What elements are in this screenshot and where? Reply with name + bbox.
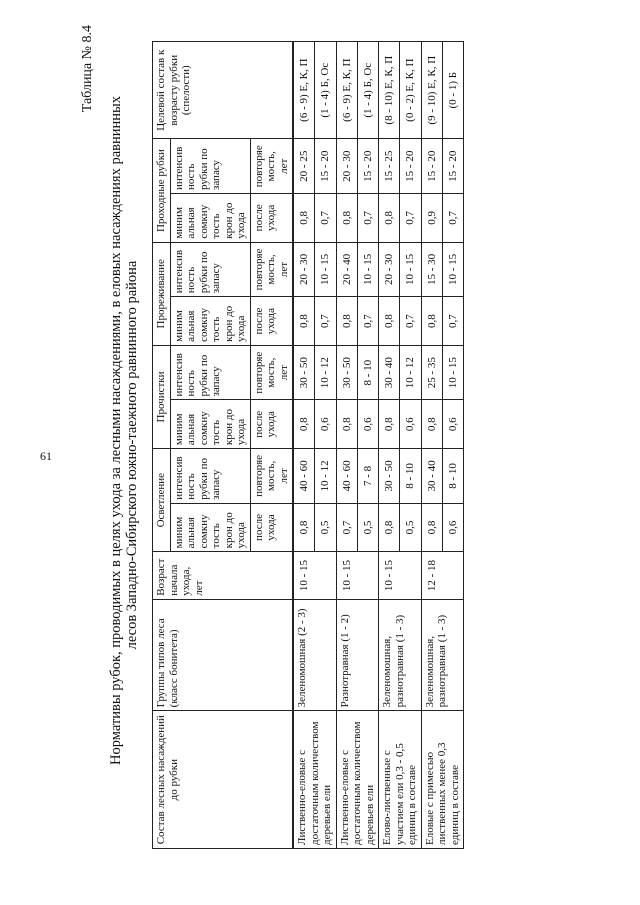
cell-value: 0,8: [379, 400, 400, 449]
cell-value: 0,6: [357, 400, 378, 449]
cell-value: 0,7: [400, 194, 421, 243]
cell-value: 0,8: [421, 297, 442, 346]
header-prohodnye: Проходные рубки: [153, 139, 171, 242]
cell-value: 0,8: [421, 503, 442, 552]
cell-value: 0,6: [400, 400, 421, 449]
cell-value: 15 - 20: [357, 139, 378, 194]
cell-value: 0,8: [293, 194, 315, 243]
cell-composition: Елово-лиственные с участием ели 0,3 - 0,5 единиц в составе: [379, 711, 422, 849]
cell-value: 0,8: [293, 297, 315, 346]
cell-value: 30 - 50: [336, 345, 357, 400]
table-caption: [108, 95, 140, 765]
table-number: Таблица № 8.4: [80, 25, 95, 113]
cell-value: 0,6: [442, 503, 463, 552]
cell-age: 12 - 18: [421, 552, 464, 599]
cell-value: 0,6: [315, 400, 336, 449]
header-row-1: [153, 42, 171, 849]
cell-age: 10 - 15: [293, 552, 336, 599]
cell-composition: Еловые с примесью лиственных менее 0,3 единиц в составе: [421, 711, 464, 849]
header-age-start: Возраст начала ухода, лет: [153, 552, 294, 599]
cell-value: 0,8: [336, 194, 357, 243]
cell-value: (6 - 9) Е, К, П: [293, 42, 315, 139]
header-repeat: повторяе мость, лет: [250, 139, 293, 194]
header-after: после ухода: [250, 297, 293, 346]
cell-value: 0,8: [379, 194, 400, 243]
header-intensity: интенсив ность рубки по запасу: [170, 449, 250, 504]
cell-value: (9 - 10) Е, К, П: [421, 42, 442, 139]
cell-value: 0,5: [315, 503, 336, 552]
cell-value: 0,7: [357, 297, 378, 346]
cell-value: 0,8: [379, 297, 400, 346]
cell-value: 0,7: [442, 297, 463, 346]
header-after: после ухода: [250, 503, 293, 552]
header-intensity: интенсив ность рубки по запасу: [170, 345, 250, 400]
cell-value: (1 - 4) Б, Ос: [357, 42, 378, 139]
cell-age: 10 - 15: [379, 552, 422, 599]
header-min-closure: миним альная сомкну тость крон до ухода: [170, 194, 250, 243]
cell-value: (8 - 10) Е, К, П: [379, 42, 400, 139]
header-min-closure: миним альная сомкну тость крон до ухода: [170, 297, 250, 346]
header-intensity: интенсив ность рубки по запасу: [170, 242, 250, 297]
header-osvetlenie: Осветление: [153, 449, 171, 552]
cell-value: 0,7: [315, 194, 336, 243]
cell-value: 10 - 15: [357, 242, 378, 297]
cell-value: (1 - 4) Б, Ос: [315, 42, 336, 139]
cell-value: 0,8: [421, 400, 442, 449]
caption-line-2: лесов Западно-Сибирского южно-таежного равнинного района: [124, 260, 140, 650]
cell-value: 0,6: [442, 400, 463, 449]
cell-value: (0 - 2) Е, К, П: [400, 42, 421, 139]
cell-value: 10 - 12: [400, 345, 421, 400]
cell-forest-group: Зеленомошная (2 - 3): [293, 599, 336, 711]
cell-value: 20 - 30: [293, 242, 315, 297]
header-prochistki: Прочистки: [153, 345, 171, 448]
table-body: [293, 42, 464, 849]
table-row: [336, 42, 357, 849]
page-number: 61: [40, 449, 52, 463]
cell-value: 8 - 10: [357, 345, 378, 400]
cell-age: 10 - 15: [336, 552, 379, 599]
norms-table: [152, 41, 464, 849]
cell-value: 20 - 30: [336, 139, 357, 194]
cell-value: 30 - 40: [421, 449, 442, 504]
cell-value: 10 - 12: [315, 449, 336, 504]
cell-value: 0,5: [400, 503, 421, 552]
cell-value: 10 - 15: [400, 242, 421, 297]
cell-value: 0,8: [293, 400, 315, 449]
header-repeat: повторяе мость, лет: [250, 345, 293, 400]
header-repeat: повторяе мость, лет: [250, 449, 293, 504]
cell-value: 10 - 15: [442, 242, 463, 297]
cell-value: 40 - 60: [336, 449, 357, 504]
caption-line-1: Нормативы рубок, проводимых в целях ухода за лесными насаждениями, в еловых насаждениях равнинных: [108, 95, 124, 765]
cell-value: 15 - 30: [421, 242, 442, 297]
cell-value: 7 - 8: [357, 449, 378, 504]
cell-value: 8 - 10: [400, 449, 421, 504]
cell-value: 20 - 30: [379, 242, 400, 297]
table-row: [293, 42, 315, 849]
cell-value: 8 - 10: [442, 449, 463, 504]
cell-forest-group: Зеленомошная, разнотравная (1 - 3): [421, 599, 464, 711]
cell-value: 15 - 20: [315, 139, 336, 194]
cell-value: 0,7: [442, 194, 463, 243]
header-after: после ухода: [250, 194, 293, 243]
header-target: Целевой состав к возрасту рубки (спелости): [153, 42, 294, 139]
cell-value: 10 - 12: [315, 345, 336, 400]
header-intensity: интенсив ность рубки по запасу: [170, 139, 250, 194]
cell-value: 30 - 50: [379, 449, 400, 504]
cell-forest-group: Зеленомошная, разнотравная (1 - 3): [379, 599, 422, 711]
cell-value: 0,7: [400, 297, 421, 346]
cell-value: 0,7: [357, 194, 378, 243]
cell-value: 0,8: [336, 400, 357, 449]
table-row: [421, 42, 442, 849]
cell-value: 0,8: [293, 503, 315, 552]
header-repeat: повторяе мость, лет: [250, 242, 293, 297]
header-composition: Состав лесных насаждений до рубки: [153, 711, 294, 849]
cell-value: 40 - 60: [293, 449, 315, 504]
cell-value: 0,5: [357, 503, 378, 552]
cell-value: 15 - 20: [442, 139, 463, 194]
cell-composition: Лиственно-еловые с достаточным количеством деревьев ели: [336, 711, 379, 849]
cell-value: 0,8: [336, 297, 357, 346]
cell-value: 20 - 40: [336, 242, 357, 297]
cell-value: 30 - 50: [293, 345, 315, 400]
cell-value: 10 - 15: [315, 242, 336, 297]
cell-value: 20 - 25: [293, 139, 315, 194]
cell-value: 10 - 15: [442, 345, 463, 400]
cell-value: 15 - 25: [379, 139, 400, 194]
header-forest-group: Группы типов леса (класс бонитета): [153, 599, 294, 711]
cell-value: 30 - 40: [379, 345, 400, 400]
table-row: [379, 42, 400, 849]
cell-value: (0 - 1) Б: [442, 42, 463, 139]
cell-value: 0,9: [421, 194, 442, 243]
header-prorezhivanie: Прореживание: [153, 242, 171, 345]
cell-composition: Лиственно-еловые с достаточным количеством деревьев ели: [293, 711, 336, 849]
header-after: после ухода: [250, 400, 293, 449]
cell-value: 25 - 35: [421, 345, 442, 400]
cell-value: 15 - 20: [400, 139, 421, 194]
cell-value: 15 - 20: [421, 139, 442, 194]
cell-value: 0,7: [315, 297, 336, 346]
cell-forest-group: Разнотравная (1 - 2): [336, 599, 379, 711]
header-min-closure: миним альная сомкну тость крон до ухода: [170, 400, 250, 449]
cell-value: 0,7: [336, 503, 357, 552]
cell-value: 0,8: [379, 503, 400, 552]
cell-value: (6 - 9) Е, К, П: [336, 42, 357, 139]
header-min-closure: миним альная сомкну тость крон до ухода: [170, 503, 250, 552]
